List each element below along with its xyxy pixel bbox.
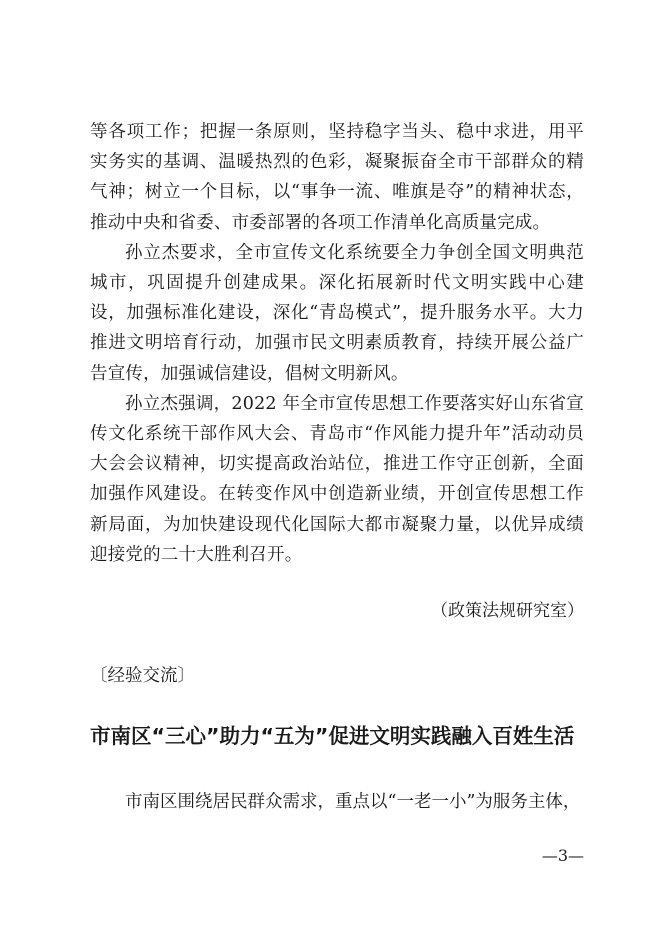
article-body — [90, 117, 584, 570]
article-lead: 市南区围绕居民群众需求，重点以“一老一小”为服务主体， — [125, 792, 581, 812]
article-headline: 市南区“三心”助力“五为”促进文明实践融入百姓生活 — [90, 724, 575, 748]
paragraph-emphasis: 孙立杰强调，2022 年全市宣传思想工作要落实好山东省宣传文化系统干部作风大会、青岛市“作风能力提升年”活动动员大会会议精神，切实提高政治站位，推进工作守正创新，全面加强作风建设。在转变作风中创造新业绩，开创宣传思想工作新局面，为加快建设现代化国际大都市凝聚力量，以优异成绩迎接党的二十大胜利召开。 — [90, 393, 584, 565]
paragraph-continuation: 等各项工作；把握一条原则，坚持稳字当头、稳中求进，用平实务实的基调、温暖热烈的色彩，凝聚振奋全市干部群众的精气神；树立一个目标，以“事争一流、唯旗是夺”的精神状态，推动中央和省委、市委部署的各项工作清单化高质量完成。 — [90, 122, 584, 233]
section-tag: 〔经验交流〕 — [90, 666, 195, 686]
source-attribution: （政策法规研究室） — [431, 601, 584, 621]
paragraph-requirements: 孙立杰要求，全市宣传文化系统要全力争创全国文明典范城市，巩固提升创建成果。深化拓展新时代文明实践中心建设，加强标准化建设，深化“青岛模式”，提升服务水平。大力推进文明培育行动，加强市民文明素质教育，持续开展公益广告宣传，加强诚信建设，倡树文明新风。 — [90, 242, 584, 384]
page-number: —3— — [541, 846, 584, 865]
